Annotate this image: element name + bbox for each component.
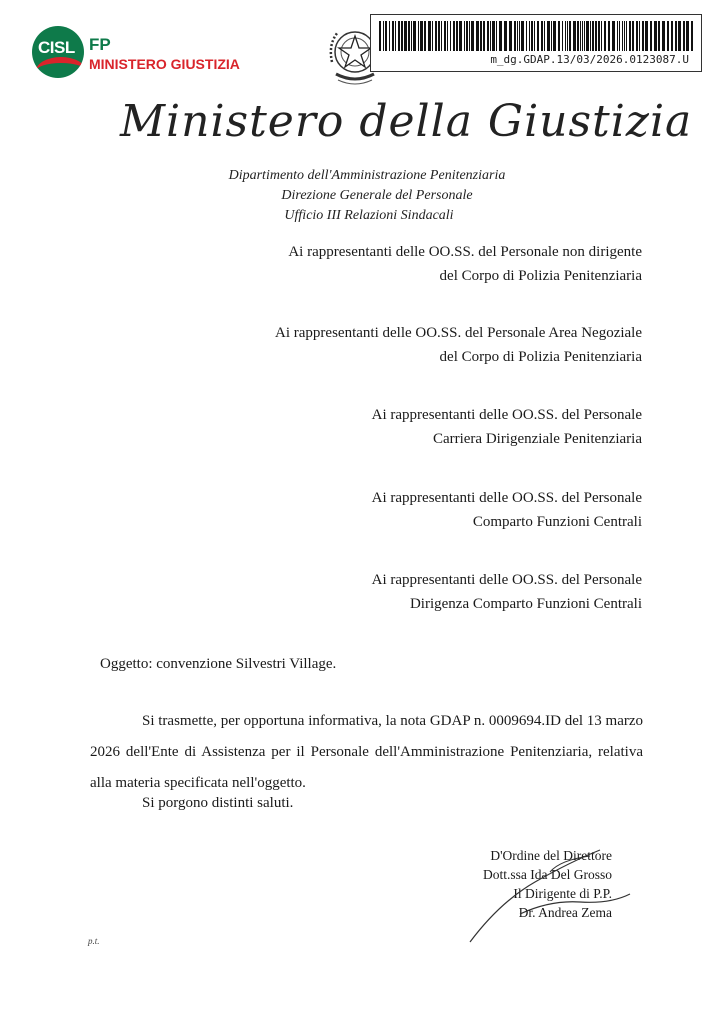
logo-fp-text: FP <box>89 35 111 54</box>
recipient-block <box>275 321 642 369</box>
logo-circle-icon <box>32 26 84 78</box>
recipient-line: Ai rappresentanti delle OO.SS. del Personale <box>371 490 642 506</box>
recipient-line: Ai rappresentanti delle OO.SS. del Personale <box>371 572 642 588</box>
recipient-line: Ai rappresentanti delle OO.SS. del Personale <box>371 407 642 423</box>
cisl-fp-logo <box>32 26 262 80</box>
logo-swoosh-icon <box>36 57 84 78</box>
logo-cisl-text: CISL <box>38 38 75 57</box>
recipient-line: Ai rappresentanti delle OO.SS. del Personale non dirigente <box>288 244 642 260</box>
signature-line: Dr. Andrea Zema <box>518 905 612 920</box>
body-text: Si trasmette, per opportuna informativa, la nota GDAP n. 0009694.ID del 13 marzo 2026 dell'Ente di Assistenza per il Personale dell'Amministrazione Penitenziaria, relativa alla materia specificata nell'oggetto. <box>90 713 643 791</box>
logo-subtitle: MINISTERO GIUSTIZIA <box>89 56 240 72</box>
signature-line: Il Dirigente di P.P. <box>513 886 612 901</box>
recipient-block <box>372 486 642 534</box>
recipient-line: Ai rappresentanti delle OO.SS. del Personale Area Negoziale <box>275 325 642 341</box>
recipient-block <box>372 568 642 616</box>
signature-line: Dott.ssa Ida Del Grosso <box>483 867 612 882</box>
barcode-icon <box>379 21 693 51</box>
footer-note: p.t. <box>88 936 100 946</box>
handwritten-signature-icon <box>440 842 640 952</box>
barcode-code: m_dg.GDAP.13/03/2026.0123087.U <box>490 53 689 66</box>
recipient-line: del Corpo di Polizia Penitenziaria <box>439 349 642 365</box>
department-name: Dipartimento dell'Amministrazione Penitenziaria <box>228 168 506 183</box>
body-paragraph <box>90 706 643 799</box>
recipient-line: Comparto Funzioni Centrali <box>472 514 642 530</box>
ministry-title: Ministero della Giustizia <box>120 96 693 147</box>
office-name: Ufficio III Relazioni Sindacali <box>284 208 454 223</box>
closing-line: Si porgono distinti saluti. <box>142 795 294 811</box>
signature-line: D'Ordine del Direttore <box>490 848 612 863</box>
subject-line: Oggetto: convenzione Silvestri Village. <box>100 656 337 672</box>
direction-name: Direzione Generale del Personale <box>281 188 473 203</box>
recipient-line: Dirigenza Comparto Funzioni Centrali <box>409 596 642 612</box>
recipient-line: del Corpo di Polizia Penitenziaria <box>439 268 642 284</box>
recipient-block <box>372 403 642 451</box>
recipient-line: Carriera Dirigenziale Penitenziaria <box>432 431 642 447</box>
recipient-block <box>288 240 642 288</box>
protocol-barcode <box>370 14 702 72</box>
